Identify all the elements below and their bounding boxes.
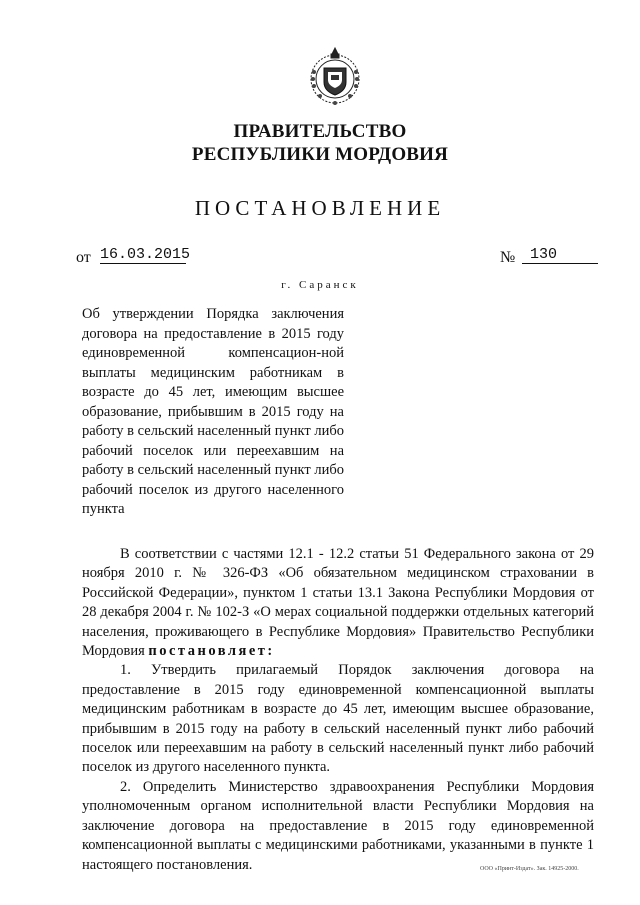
document-subject: Об утверждении Порядка заключения договора на предоставление в 2015 году единовременной компенсацион-ной выплаты медицинским работникам в возрасте до 45 лет, имеющим высшее образование, прибывшим в 2015 году на работу в сельский населенный пункт либо рабочий поселок или переехавшим на работу в сельский населенный пункт либо рабочий поселок из другого населенного пункта: [82, 306, 344, 517]
date-value: 16.03.2015: [100, 246, 191, 263]
coat-of-arms-icon: [300, 42, 370, 112]
date-label: от: [76, 249, 91, 266]
number-value: 130: [522, 246, 598, 264]
preamble-text: В соответствии с частями 12.1 - 12.2 статьи 51 Федерального закона от 29 ноября 2010 г. № 326-ФЗ «Об обязательном медицинском страховании в Российской Федерации», пунктом 1 статьи 13.1 Закона Республики Мордовия от 28 декабря 2004 г. № 102-З «О мерах социальной поддержки отдельных категорий населения, проживающего в Республике Мордовия» Правительство Республики Мордовия: [82, 546, 594, 660]
item-2-paragraph: 2. Определить Министерство здравоохранения Республики Мордовия уполномоченным органом исполнительной власти Республики Мордовия на заключение договора на предоставление в 2015 году единовременной компенсационной выплаты с медицинскими работниками, указанными в пункте 1 настоящего постановления.: [82, 778, 594, 873]
document-body: [82, 545, 594, 875]
decree-word: постановляет:: [148, 643, 275, 660]
document-type-title: ПОСТАНОВЛЕНИЕ: [194, 196, 446, 220]
city-label: г. Саранск: [281, 279, 359, 291]
government-name-line1: ПРАВИТЕЛЬСТВО: [233, 121, 407, 142]
printer-footer: ООО «Принт-Издат». Зак. 14925-2000.: [480, 866, 579, 872]
number-label: №: [500, 249, 516, 266]
preamble-paragraph: [82, 545, 594, 661]
item-1-paragraph: 1. Утвердить прилагаемый Порядок заключения договора на предоставление в 2015 году единовременной компенсационной выплаты медицинским работникам в возрасте до 45 лет, имеющим высшее образование, прибывшим в 2015 году на работу в сельский населенный пункт либо рабочий поселок или переехавшим на работу в сельский населенный пункт либо рабочий поселок из другого населенного пункта.: [82, 662, 594, 776]
government-name-line2: РЕСПУБЛИКИ МОРДОВИЯ: [191, 144, 449, 165]
